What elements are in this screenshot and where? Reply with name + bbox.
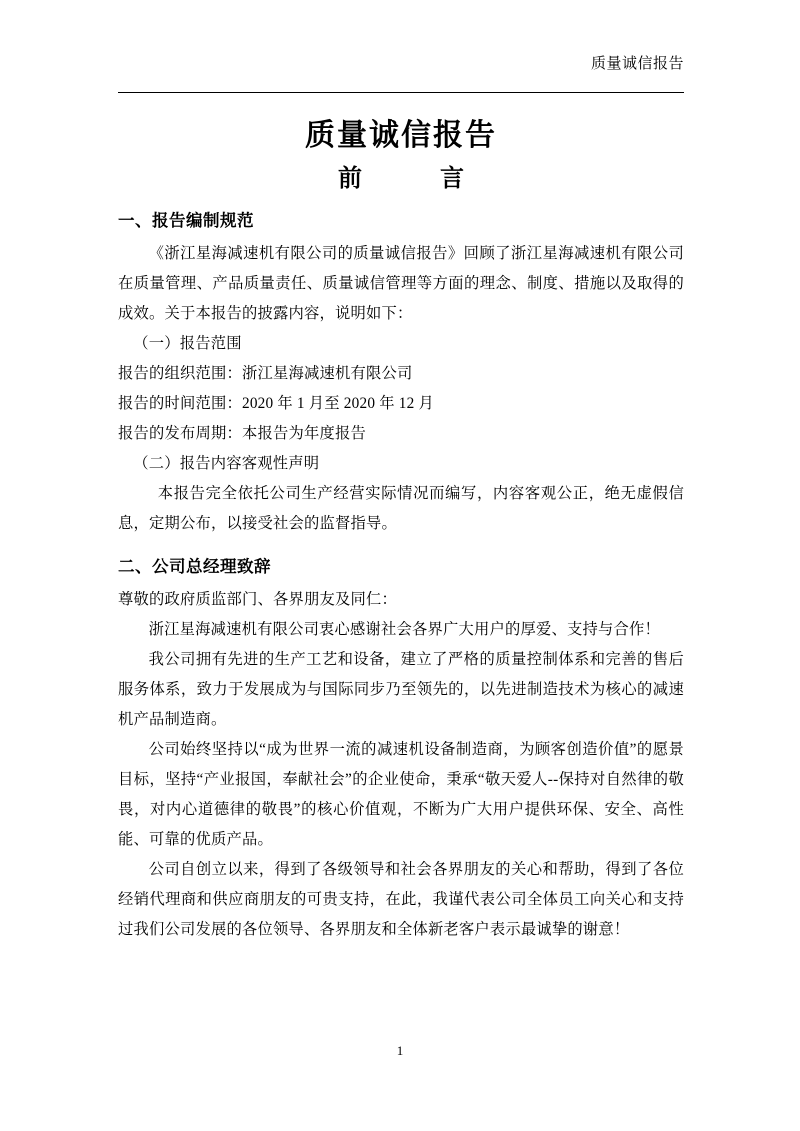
paragraph: 公司始终坚持以“成为世界一流的减速机设备制造商，为顾客创造价值”的愿景目标，坚持“产业报国，奉献社会”的企业使命，秉承“敬天爱人--保持对自然律的敬畏，对内心道德律的敬畏”的核心价值观，不断为广大用户提供环保、安全、高性能、可靠的优质产品。 <box>118 741 684 848</box>
paragraph: 我公司拥有先进的生产工艺和设备，建立了严格的质量控制体系和完善的售后服务体系，致力于发展成为与国际同步乃至领先的，以先进制造技术为核心的减速机产品制造商。 <box>118 651 684 728</box>
paragraph: 报告的发布周期：本报告为年度报告 <box>118 425 366 442</box>
paragraph: 报告的时间范围：2020 年 1 月至 2020 年 12 月 <box>118 395 434 412</box>
paragraph: 公司自创立以来，得到了各级领导和社会各界朋友的关心和帮助，得到了各位经销代理商和供应商朋友的可贵支持，在此，我谨代表公司全体员工向关心和支持过我们公司发展的各位领导、各界朋友和全体新老客户表示最诚挚的谢意！ <box>118 861 684 938</box>
header-divider <box>118 92 684 93</box>
paragraph: 本报告完全依托公司生产经营实际情况而编写，内容客观公正，绝无虚假信息，定期公布，以接受社会的监督指导。 <box>118 485 684 532</box>
paragraph: （一）报告范围 <box>133 335 242 352</box>
section-heading-2: 二、公司总经理致辞 <box>118 557 271 576</box>
section-heading-1: 一、报告编制规范 <box>118 211 254 230</box>
running-header: 质量诚信报告 <box>590 56 684 72</box>
paragraph: 《浙江星海减速机有限公司的质量诚信报告》回顾了浙江星海减速机有限公司在质量管理、产品质量责任、质量诚信管理等方面的理念、制度、措施以及取得的成效。关于本报告的披露内容，说明如下： <box>118 245 684 322</box>
paragraph: 浙江星海减速机有限公司衷心感谢社会各界广大用户的厚爱、支持与合作！ <box>148 621 660 638</box>
paragraph: 尊敬的政府质监部门、各界朋友及同仁： <box>118 591 397 608</box>
document-body <box>118 104 684 945</box>
page-title: 质量诚信报告 <box>305 119 497 152</box>
page-number: 1 <box>396 1043 404 1058</box>
page-subtitle: 前 言 <box>338 166 474 192</box>
paragraph: 报告的组织范围：浙江星海减速机有限公司 <box>118 365 413 382</box>
paragraph: （二）报告内容客观性声明 <box>133 455 320 472</box>
